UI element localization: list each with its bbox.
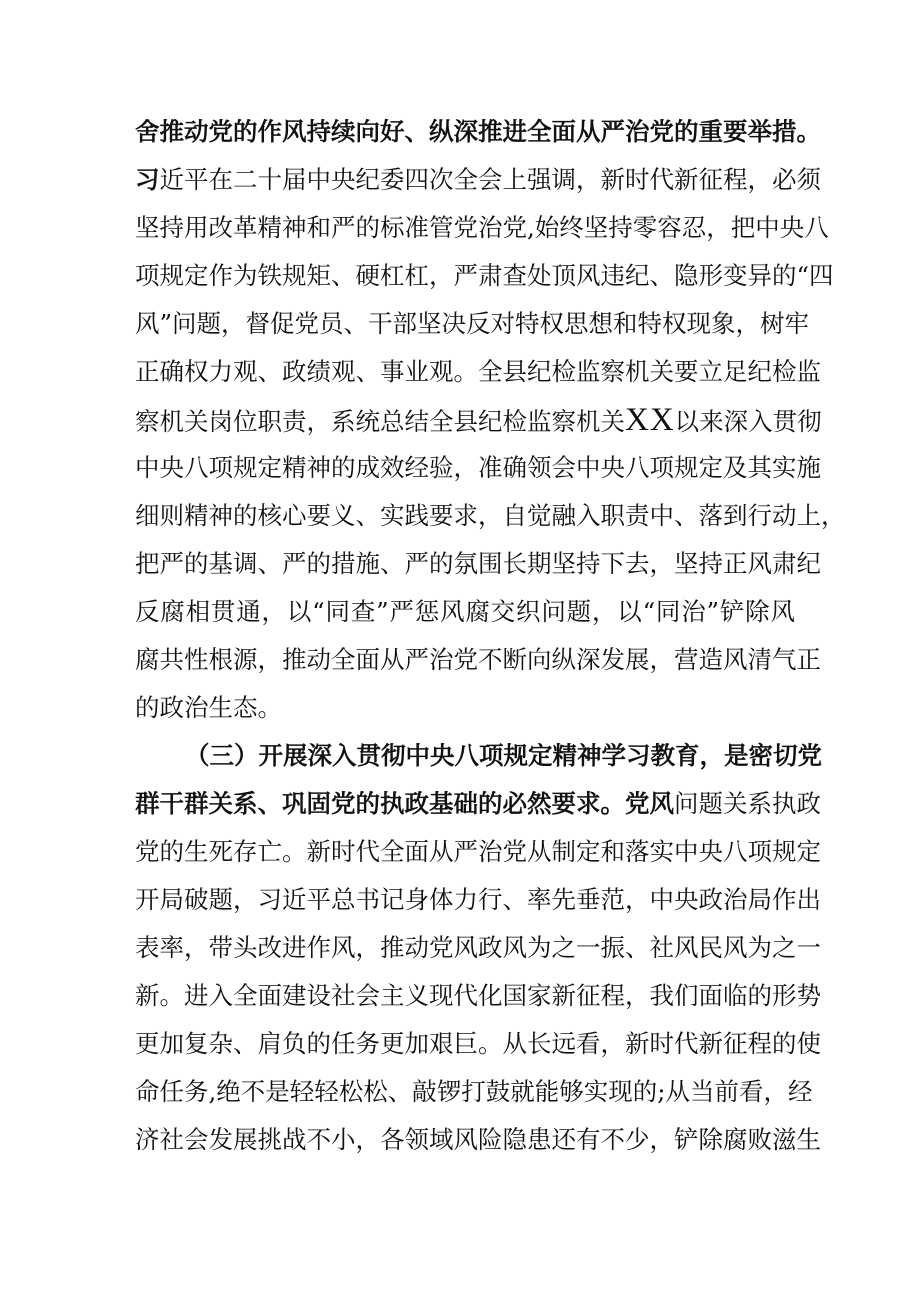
text-line bbox=[135, 972, 821, 1020]
text-run: 坚持用改革精神和严的标准管党治党,始终坚持零容忍，把中央八 bbox=[135, 213, 829, 242]
text-run: 中央八项规定精神的成效经验，准确领会中央八项规定及其实施 bbox=[135, 453, 821, 482]
text-line bbox=[135, 348, 821, 396]
text-run: 舍推动党的作风持续向好、纵深推进全面从严治党的重要举措。 bbox=[135, 117, 821, 146]
text-run: 问题关系执政 bbox=[674, 789, 821, 818]
text-run: 党的生死存亡。新时代全面从严治党从制定和落实中央八项规定 bbox=[135, 837, 821, 866]
text-line bbox=[135, 828, 821, 876]
text-line bbox=[135, 156, 821, 204]
text-line bbox=[135, 636, 821, 684]
text-run: 以来深入贯彻 bbox=[674, 407, 822, 436]
text-line bbox=[135, 684, 795, 732]
text-run: 表率，带头改进作风，推动党风政风为之一振、社风民风为之一 bbox=[135, 933, 821, 962]
text-run: 风”问题，督促党员、干部坚决反对特权思想和特权现象，树牢 bbox=[135, 309, 810, 338]
text-line bbox=[135, 540, 821, 588]
text-line bbox=[135, 252, 834, 300]
text-line bbox=[135, 204, 829, 252]
text-run: 近平在二十届中央纪委四次全会上强调，新时代新征程，必须 bbox=[159, 165, 821, 194]
text-line bbox=[135, 732, 822, 780]
text-line bbox=[135, 1020, 821, 1068]
text-line bbox=[135, 444, 821, 492]
text-run: 把严的基调、严的措施、严的氛围长期坚持下去，坚持正风肃纪 bbox=[135, 549, 821, 578]
text-line bbox=[135, 300, 810, 348]
text-run: 细则精神的核心要义、实践要求，自觉融入职责中、落到行动上， bbox=[135, 501, 846, 530]
text-run: 项规定作为铁规矩、硬杠杠，严肃查处顶风违纪、隐形变异的“四 bbox=[135, 261, 834, 290]
text-line bbox=[135, 492, 846, 540]
placeholder-xx: XX bbox=[625, 402, 675, 438]
document-body bbox=[135, 108, 846, 1208]
text-line bbox=[135, 876, 821, 924]
text-run: 的政治生态。 bbox=[135, 693, 282, 722]
text-line bbox=[135, 108, 821, 156]
text-line bbox=[135, 1116, 821, 1164]
text-run: 更加复杂、肩负的任务更加艰巨。从长远看，新时代新征程的使 bbox=[135, 1029, 821, 1058]
text-run: 新。进入全面建设社会主义现代化国家新征程，我们面临的形势 bbox=[135, 981, 821, 1010]
text-run: 命任务,绝不是轻轻松松、敲锣打鼓就能够实现的;从当前看，经 bbox=[135, 1077, 813, 1106]
text-run: 反腐相贯通，以“同查”严惩风腐交织问题，以“同治”铲除风 bbox=[135, 597, 795, 626]
text-line bbox=[135, 924, 821, 972]
text-line bbox=[135, 780, 821, 828]
text-run-bold: 群干群关系、巩固党的执政基础的必然要求。党风 bbox=[135, 789, 674, 818]
text-run: 开局破题，习近平总书记身体力行、率先垂范，中央政治局作出 bbox=[135, 885, 821, 914]
text-run-bold: （三）开展深入贯彻中央八项规定精神学习教育，是密切党 bbox=[185, 741, 822, 770]
text-line bbox=[135, 1068, 813, 1116]
text-run: 济社会发展挑战不小，各领域风险隐患还有不少，铲除腐败滋生 bbox=[135, 1125, 821, 1154]
text-run: 察机关岗位职责，系统总结全县纪检监察机关 bbox=[135, 407, 625, 436]
text-run-bold: 习 bbox=[135, 165, 160, 194]
text-line bbox=[135, 396, 822, 444]
text-line bbox=[135, 588, 795, 636]
text-run: 腐共性根源，推动全面从严治党不断向纵深发展，营造风清气正 bbox=[135, 645, 821, 674]
text-run: 正确权力观、政绩观、事业观。全县纪检监察机关要立足纪检监 bbox=[135, 357, 821, 386]
